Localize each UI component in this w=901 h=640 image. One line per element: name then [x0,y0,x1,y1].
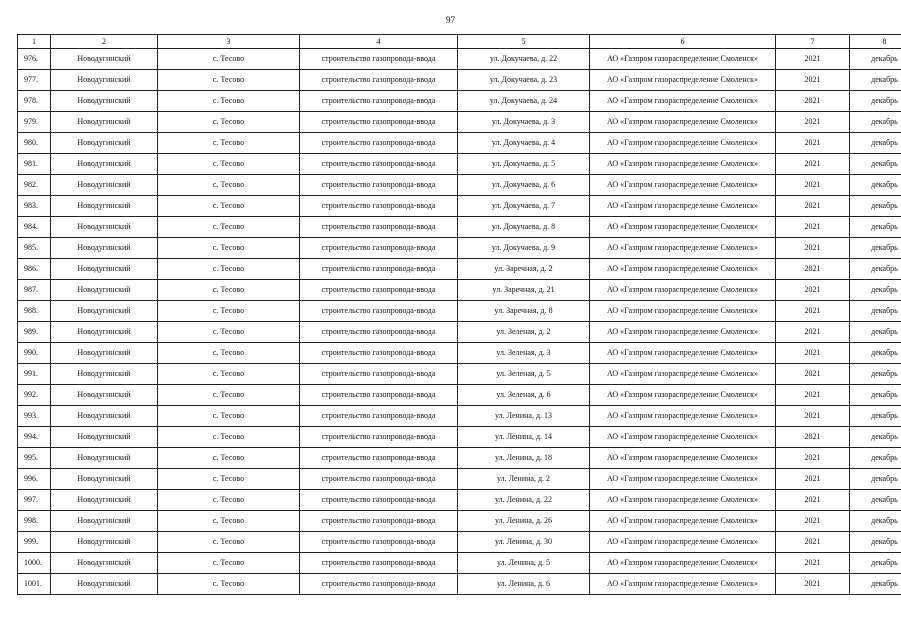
work-type-cell: строительство газопровода-ввода [300,553,458,574]
settlement-cell: с. Тесово [158,469,300,490]
row-number: 1000. [18,553,51,574]
row-number: 986. [18,259,51,280]
year-cell: 2021 [776,532,850,553]
table-row [18,343,901,364]
year-cell: 2021 [776,322,850,343]
month-cell: декабрь [850,70,901,91]
settlement-cell: с. Тесово [158,238,300,259]
row-number: 979. [18,112,51,133]
settlement-cell: с. Тесово [158,343,300,364]
table-row [18,175,901,196]
district-cell: Новодугинский [51,133,158,154]
work-type-cell: строительство газопровода-ввода [300,259,458,280]
work-type-cell: строительство газопровода-ввода [300,364,458,385]
organization-cell: АО «Газпром газораспределение Смоленск» [590,385,776,406]
row-number: 995. [18,448,51,469]
organization-cell: АО «Газпром газораспределение Смоленск» [590,469,776,490]
settlement-cell: с. Тесово [158,385,300,406]
table-row [18,490,901,511]
table-row [18,133,901,154]
table-row [18,70,901,91]
address-cell: ул. Ленина, д. 22 [458,490,590,511]
month-cell: декабрь [850,196,901,217]
table-row [18,301,901,322]
table-row [18,49,901,70]
district-cell: Новодугинский [51,511,158,532]
organization-cell: АО «Газпром газораспределение Смоленск» [590,427,776,448]
address-cell: ул. Заречная, д. 8 [458,301,590,322]
address-cell: ул. Ленина, д. 13 [458,406,590,427]
organization-cell: АО «Газпром газораспределение Смоленск» [590,154,776,175]
organization-cell: АО «Газпром газораспределение Смоленск» [590,91,776,112]
address-cell: ул. Докучаева, д. 9 [458,238,590,259]
district-cell: Новодугинский [51,532,158,553]
year-cell: 2021 [776,154,850,175]
table-row [18,427,901,448]
year-cell: 2021 [776,196,850,217]
district-cell: Новодугинский [51,406,158,427]
table-row [18,196,901,217]
column-header: 1 [18,35,51,49]
table-row [18,112,901,133]
address-cell: ул. Заречная, д. 21 [458,280,590,301]
organization-cell: АО «Газпром газораспределение Смоленск» [590,511,776,532]
work-type-cell: строительство газопровода-ввода [300,385,458,406]
district-cell: Новодугинский [51,301,158,322]
address-cell: ул. Ленина, д. 5 [458,553,590,574]
settlement-cell: с. Тесово [158,511,300,532]
settlement-cell: с. Тесово [158,133,300,154]
year-cell: 2021 [776,301,850,322]
work-type-cell: строительство газопровода-ввода [300,574,458,595]
work-type-cell: строительство газопровода-ввода [300,91,458,112]
address-cell: ул. Докучаева, д. 24 [458,91,590,112]
settlement-cell: с. Тесово [158,70,300,91]
district-cell: Новодугинский [51,259,158,280]
address-cell: ул. Докучаева, д. 4 [458,133,590,154]
year-cell: 2021 [776,469,850,490]
settlement-cell: с. Тесово [158,448,300,469]
district-cell: Новодугинский [51,175,158,196]
work-type-cell: строительство газопровода-ввода [300,112,458,133]
organization-cell: АО «Газпром газораспределение Смоленск» [590,301,776,322]
settlement-cell: с. Тесово [158,91,300,112]
settlement-cell: с. Тесово [158,112,300,133]
organization-cell: АО «Газпром газораспределение Смоленск» [590,133,776,154]
organization-cell: АО «Газпром газораспределение Смоленск» [590,406,776,427]
organization-cell: АО «Газпром газораспределение Смоленск» [590,553,776,574]
district-cell: Новодугинский [51,574,158,595]
table-row [18,154,901,175]
month-cell: декабрь [850,469,901,490]
year-cell: 2021 [776,553,850,574]
settlement-cell: с. Тесово [158,154,300,175]
settlement-cell: с. Тесово [158,490,300,511]
table-row [18,385,901,406]
address-cell: ул. Заречная, д. 2 [458,259,590,280]
row-number: 994. [18,427,51,448]
address-cell: ул. Ленина, д. 6 [458,574,590,595]
year-cell: 2021 [776,259,850,280]
address-cell: ул. Докучаева, д. 6 [458,175,590,196]
district-cell: Новодугинский [51,238,158,259]
district-cell: Новодугинский [51,448,158,469]
address-cell: ул. Зеленая, д. 5 [458,364,590,385]
settlement-cell: с. Тесово [158,553,300,574]
district-cell: Новодугинский [51,469,158,490]
month-cell: декабрь [850,301,901,322]
column-header: 4 [300,35,458,49]
month-cell: декабрь [850,385,901,406]
settlement-cell: с. Тесово [158,196,300,217]
year-cell: 2021 [776,427,850,448]
column-header: 5 [458,35,590,49]
row-number: 991. [18,364,51,385]
month-cell: декабрь [850,574,901,595]
year-cell: 2021 [776,406,850,427]
organization-cell: АО «Газпром газораспределение Смоленск» [590,574,776,595]
month-cell: декабрь [850,343,901,364]
address-cell: ул. Ленина, д. 2 [458,469,590,490]
row-number: 980. [18,133,51,154]
organization-cell: АО «Газпром газораспределение Смоленск» [590,448,776,469]
table-row [18,217,901,238]
table-row [18,91,901,112]
row-number: 996. [18,469,51,490]
year-cell: 2021 [776,280,850,301]
district-cell: Новодугинский [51,112,158,133]
page-number: 97 [446,15,455,25]
column-header: 8 [850,35,901,49]
work-type-cell: строительство газопровода-ввода [300,427,458,448]
organization-cell: АО «Газпром газораспределение Смоленск» [590,280,776,301]
month-cell: декабрь [850,217,901,238]
district-cell: Новодугинский [51,343,158,364]
address-cell: ул. Докучаева, д. 3 [458,112,590,133]
header-row [18,35,901,49]
year-cell: 2021 [776,511,850,532]
table-row [18,406,901,427]
month-cell: декабрь [850,532,901,553]
work-type-cell: строительство газопровода-ввода [300,301,458,322]
address-cell: ул. Зеленая, д. 3 [458,343,590,364]
table-row [18,448,901,469]
organization-cell: АО «Газпром газораспределение Смоленск» [590,196,776,217]
address-cell: ул. Докучаева, д. 7 [458,196,590,217]
year-cell: 2021 [776,49,850,70]
work-type-cell: строительство газопровода-ввода [300,238,458,259]
row-number: 997. [18,490,51,511]
month-cell: декабрь [850,553,901,574]
row-number: 976. [18,49,51,70]
district-cell: Новодугинский [51,280,158,301]
work-type-cell: строительство газопровода-ввода [300,490,458,511]
row-number: 1001. [18,574,51,595]
year-cell: 2021 [776,175,850,196]
organization-cell: АО «Газпром газораспределение Смоленск» [590,343,776,364]
month-cell: декабрь [850,49,901,70]
year-cell: 2021 [776,385,850,406]
district-cell: Новодугинский [51,490,158,511]
settlement-cell: с. Тесово [158,406,300,427]
organization-cell: АО «Газпром газораспределение Смоленск» [590,490,776,511]
row-number: 978. [18,91,51,112]
year-cell: 2021 [776,364,850,385]
work-type-cell: строительство газопровода-ввода [300,133,458,154]
work-type-cell: строительство газопровода-ввода [300,175,458,196]
organization-cell: АО «Газпром газораспределение Смоленск» [590,112,776,133]
address-cell: ул. Докучаева, д. 23 [458,70,590,91]
settlement-cell: с. Тесово [158,364,300,385]
table-body [18,35,901,595]
year-cell: 2021 [776,574,850,595]
work-type-cell: строительство газопровода-ввода [300,70,458,91]
column-header: 6 [590,35,776,49]
table-row [18,511,901,532]
address-cell: ул. Ленина, д. 18 [458,448,590,469]
work-type-cell: строительство газопровода-ввода [300,511,458,532]
district-cell: Новодугинский [51,217,158,238]
organization-cell: АО «Газпром газораспределение Смоленск» [590,238,776,259]
month-cell: декабрь [850,175,901,196]
month-cell: декабрь [850,364,901,385]
year-cell: 2021 [776,112,850,133]
settlement-cell: с. Тесово [158,280,300,301]
row-number: 999. [18,532,51,553]
row-number: 983. [18,196,51,217]
work-type-cell: строительство газопровода-ввода [300,49,458,70]
settlement-cell: с. Тесово [158,175,300,196]
organization-cell: АО «Газпром газораспределение Смоленск» [590,175,776,196]
month-cell: декабрь [850,112,901,133]
month-cell: декабрь [850,154,901,175]
work-type-cell: строительство газопровода-ввода [300,217,458,238]
address-cell: ул. Ленина, д. 26 [458,511,590,532]
row-number: 992. [18,385,51,406]
month-cell: декабрь [850,427,901,448]
row-number: 989. [18,322,51,343]
address-cell: ул. Зеленая, д. 6 [458,385,590,406]
month-cell: декабрь [850,322,901,343]
row-number: 985. [18,238,51,259]
work-type-cell: строительство газопровода-ввода [300,406,458,427]
district-cell: Новодугинский [51,553,158,574]
register-table [17,34,901,595]
month-cell: декабрь [850,133,901,154]
settlement-cell: с. Тесово [158,217,300,238]
row-number: 981. [18,154,51,175]
district-cell: Новодугинский [51,322,158,343]
work-type-cell: строительство газопровода-ввода [300,322,458,343]
column-header: 7 [776,35,850,49]
month-cell: декабрь [850,406,901,427]
address-cell: ул. Ленина, д. 30 [458,532,590,553]
settlement-cell: с. Тесово [158,49,300,70]
organization-cell: АО «Газпром газораспределение Смоленск» [590,364,776,385]
table-row [18,532,901,553]
work-type-cell: строительство газопровода-ввода [300,532,458,553]
month-cell: декабрь [850,448,901,469]
month-cell: декабрь [850,490,901,511]
month-cell: декабрь [850,238,901,259]
settlement-cell: с. Тесово [158,532,300,553]
address-cell: ул. Докучаева, д. 5 [458,154,590,175]
organization-cell: АО «Газпром газораспределение Смоленск» [590,259,776,280]
table-row [18,469,901,490]
table-row [18,553,901,574]
row-number: 993. [18,406,51,427]
row-number: 982. [18,175,51,196]
district-cell: Новодугинский [51,385,158,406]
district-cell: Новодугинский [51,70,158,91]
settlement-cell: с. Тесово [158,427,300,448]
column-header: 2 [51,35,158,49]
year-cell: 2021 [776,448,850,469]
address-cell: ул. Ленина, д. 14 [458,427,590,448]
year-cell: 2021 [776,91,850,112]
month-cell: декабрь [850,511,901,532]
work-type-cell: строительство газопровода-ввода [300,448,458,469]
work-type-cell: строительство газопровода-ввода [300,343,458,364]
row-number: 988. [18,301,51,322]
table-row [18,574,901,595]
year-cell: 2021 [776,343,850,364]
table-row [18,280,901,301]
table-row [18,238,901,259]
year-cell: 2021 [776,133,850,154]
work-type-cell: строительство газопровода-ввода [300,280,458,301]
settlement-cell: с. Тесово [158,322,300,343]
row-number: 990. [18,343,51,364]
year-cell: 2021 [776,217,850,238]
district-cell: Новодугинский [51,427,158,448]
table-row [18,259,901,280]
address-cell: ул. Зеленая, д. 2 [458,322,590,343]
district-cell: Новодугинский [51,91,158,112]
settlement-cell: с. Тесово [158,301,300,322]
address-cell: ул. Докучаева, д. 8 [458,217,590,238]
work-type-cell: строительство газопровода-ввода [300,196,458,217]
work-type-cell: строительство газопровода-ввода [300,469,458,490]
organization-cell: АО «Газпром газораспределение Смоленск» [590,49,776,70]
work-type-cell: строительство газопровода-ввода [300,154,458,175]
row-number: 987. [18,280,51,301]
row-number: 998. [18,511,51,532]
organization-cell: АО «Газпром газораспределение Смоленск» [590,70,776,91]
settlement-cell: с. Тесово [158,259,300,280]
year-cell: 2021 [776,70,850,91]
settlement-cell: с. Тесово [158,574,300,595]
row-number: 977. [18,70,51,91]
month-cell: декабрь [850,259,901,280]
table-row [18,364,901,385]
year-cell: 2021 [776,490,850,511]
district-cell: Новодугинский [51,196,158,217]
row-number: 984. [18,217,51,238]
organization-cell: АО «Газпром газораспределение Смоленск» [590,217,776,238]
district-cell: Новодугинский [51,364,158,385]
table-row [18,322,901,343]
address-cell: ул. Докучаева, д. 22 [458,49,590,70]
organization-cell: АО «Газпром газораспределение Смоленск» [590,532,776,553]
month-cell: декабрь [850,280,901,301]
district-cell: Новодугинский [51,49,158,70]
month-cell: декабрь [850,91,901,112]
organization-cell: АО «Газпром газораспределение Смоленск» [590,322,776,343]
year-cell: 2021 [776,238,850,259]
column-header: 3 [158,35,300,49]
district-cell: Новодугинский [51,154,158,175]
